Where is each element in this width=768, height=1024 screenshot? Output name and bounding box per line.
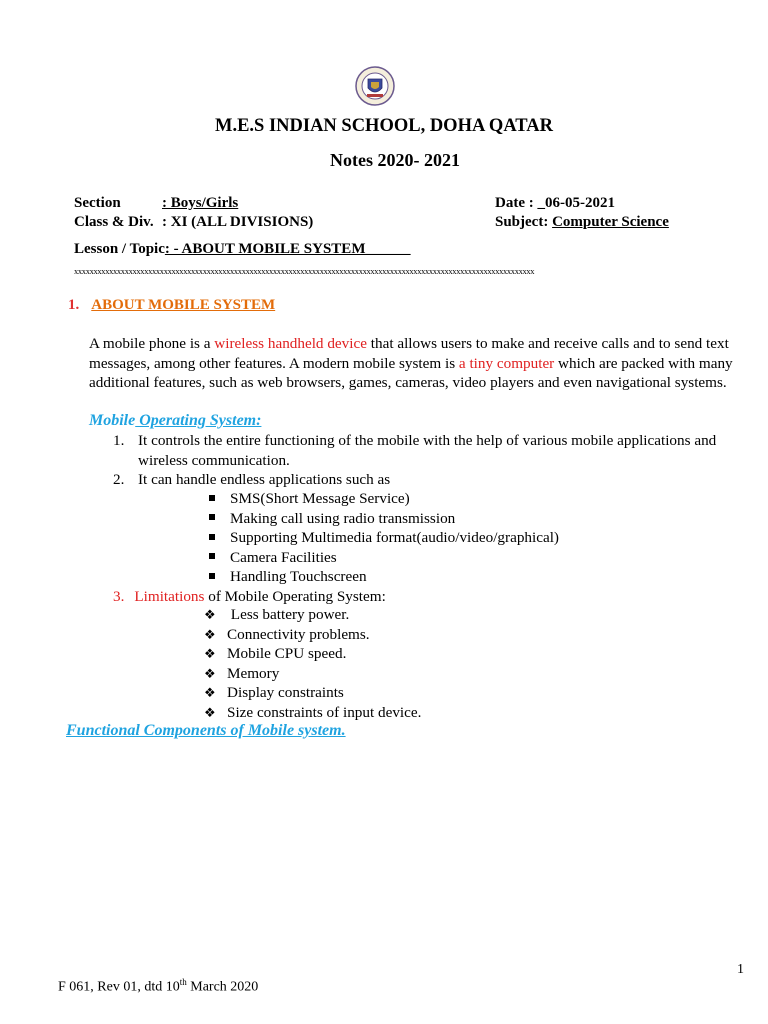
limitation-item bbox=[204, 703, 421, 723]
diamond-bullet-icon: ❖ bbox=[204, 646, 216, 661]
limitation-item bbox=[204, 683, 344, 703]
diamond-bullet-icon: ❖ bbox=[204, 685, 216, 700]
bullet-item bbox=[209, 548, 337, 568]
square-bullet-icon bbox=[209, 495, 215, 501]
subject-value: Computer Science bbox=[552, 214, 669, 230]
limitation-text: Less battery power. bbox=[227, 606, 350, 623]
square-bullet-icon bbox=[209, 553, 215, 559]
section-title: ABOUT MOBILE SYSTEM bbox=[91, 297, 276, 313]
school-name: M.E.S INDIAN SCHOOL, DOHA QATAR bbox=[214, 116, 553, 136]
square-bullet-icon bbox=[209, 514, 215, 520]
list-item bbox=[113, 431, 753, 470]
mobile-os-title-b: Operating System: bbox=[135, 412, 262, 429]
item-number: 1. bbox=[113, 432, 125, 449]
limitation-text: Memory bbox=[227, 664, 280, 682]
limitation-text: Display constraints bbox=[227, 684, 344, 701]
limitation-item bbox=[204, 605, 349, 625]
bullet-text: Making call using radio transmission bbox=[230, 509, 456, 527]
para-highlight-2: a tiny computer bbox=[458, 354, 555, 372]
limitations-highlight: Limitations bbox=[134, 588, 205, 605]
bullet-item bbox=[209, 528, 559, 548]
lesson-value: : - ABOUT MOBILE SYSTEM______ bbox=[164, 241, 411, 257]
bullet-text: Handling Touchscreen bbox=[230, 568, 367, 585]
limitation-item bbox=[204, 644, 346, 664]
para-text-3: which are packed with many additional features, such as web browsers, games, cameras, video players and even navigational systems. bbox=[89, 354, 733, 391]
diamond-bullet-icon: ❖ bbox=[204, 626, 216, 642]
item-text: It controls the entire functioning of the mobile with the help of various mobile applications and wireless communication. bbox=[138, 432, 717, 469]
diamond-bullet-icon: ❖ bbox=[204, 607, 216, 622]
section-number: 1. bbox=[68, 297, 80, 313]
para-text-1: A mobile phone is a bbox=[89, 335, 215, 352]
section-value: : Boys/Girls bbox=[162, 195, 239, 211]
subject-field bbox=[495, 214, 669, 231]
bullet-text: SMS(Short Message Service) bbox=[230, 490, 410, 507]
para-text-2: that allows users to make and receive calls and to send text messages, among other features. A modern mobile system is bbox=[89, 335, 729, 372]
square-bullet-icon bbox=[209, 534, 215, 540]
limitation-item bbox=[204, 664, 279, 684]
notes-title: Notes 2020- 2021 bbox=[330, 150, 460, 170]
date-label: Date : _ bbox=[495, 195, 545, 211]
bullet-item bbox=[209, 509, 455, 529]
functional-components-heading: Functional Components of Mobile system. bbox=[66, 722, 346, 739]
mobile-os-heading bbox=[89, 412, 261, 430]
intro-paragraph bbox=[89, 334, 739, 393]
bullet-text: Camera Facilities bbox=[230, 548, 337, 566]
date-value: 06-05-2021 bbox=[544, 195, 615, 211]
diamond-bullet-icon: ❖ bbox=[204, 665, 216, 681]
mobile-os-title-a: Mobile bbox=[89, 412, 136, 429]
bullet-item bbox=[209, 567, 367, 587]
limitation-text: Mobile CPU speed. bbox=[227, 645, 347, 662]
separator-line: xxxxxxxxxxxxxxxxxxxxxxxxxxxxxxxxxxxxxxxxxxxxxxxxxxxxxxxxxxxxxxxxxxxxxxxxxxxxxxxxxxxxxxxxxxxxxxxxxxxxxxxxxxxxxxxxxxxxxx bbox=[74, 266, 535, 276]
bullet-text: Supporting Multimedia format(audio/video/graphical) bbox=[230, 529, 559, 546]
page-number: 1 bbox=[737, 962, 744, 977]
class-value: : XI (ALL DIVISIONS) bbox=[162, 214, 314, 230]
limitation-item bbox=[204, 625, 370, 645]
footer-text bbox=[58, 977, 258, 996]
limitation-text: Size constraints of input device. bbox=[227, 703, 422, 721]
subject-label: Subject: bbox=[495, 214, 553, 230]
item-number: 2. bbox=[113, 471, 125, 488]
section-heading bbox=[68, 297, 275, 314]
footer-sup: th bbox=[179, 977, 187, 987]
para-highlight-1: wireless handheld device bbox=[214, 335, 367, 352]
item-text: It can handle endless applications such as bbox=[138, 471, 391, 488]
school-logo bbox=[354, 66, 396, 106]
item-number: 3. bbox=[113, 588, 125, 605]
limitation-text: Connectivity problems. bbox=[227, 625, 370, 643]
limitations-text: of Mobile Operating System: bbox=[204, 588, 386, 605]
bullet-item bbox=[209, 489, 410, 509]
mobile-os-list bbox=[113, 431, 753, 490]
date-field bbox=[495, 195, 615, 212]
class-label: Class & Div. bbox=[74, 214, 154, 230]
footer-post: March 2020 bbox=[186, 979, 259, 995]
diamond-bullet-icon: ❖ bbox=[204, 704, 216, 720]
section-label: Section bbox=[74, 195, 121, 211]
square-bullet-icon bbox=[209, 573, 215, 579]
lesson-field bbox=[74, 241, 410, 258]
limitations-heading bbox=[113, 587, 386, 607]
footer-pre: F 061, Rev 01, dtd 10 bbox=[58, 979, 180, 995]
list-item bbox=[113, 470, 753, 490]
lesson-label: Lesson / Topic bbox=[74, 241, 165, 257]
